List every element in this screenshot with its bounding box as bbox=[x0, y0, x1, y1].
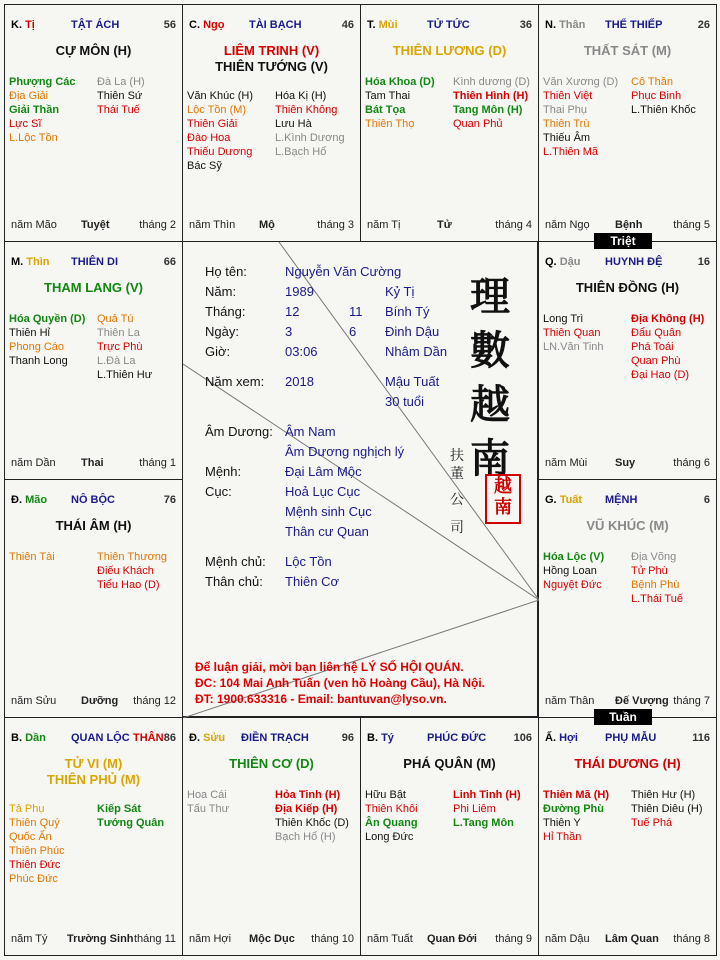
year-label: năm Mão bbox=[11, 219, 57, 231]
month-label: tháng 9 bbox=[495, 933, 532, 945]
branch-name: Mão bbox=[25, 494, 48, 506]
star-item: L.Thiên Mã bbox=[543, 146, 599, 158]
month-label: tháng 8 bbox=[673, 933, 710, 945]
palace-ty bbox=[4, 4, 183, 242]
branch-name: Tuất bbox=[559, 494, 583, 506]
star-item: Linh Tinh (H) bbox=[453, 789, 521, 801]
palace-number: 116 bbox=[692, 732, 710, 744]
branch-name: Sửu bbox=[203, 732, 226, 744]
menh-chu-value: Lộc Tồn bbox=[285, 554, 332, 569]
palace-number: 96 bbox=[341, 732, 354, 744]
branch-name: Dần bbox=[25, 732, 46, 744]
star-item: Kình dương (D) bbox=[453, 76, 530, 88]
branch-letter: T. bbox=[367, 19, 376, 31]
star-item: Thiên Trù bbox=[543, 118, 590, 130]
menh-label: Mệnh: bbox=[205, 464, 242, 479]
center-panel bbox=[182, 241, 538, 717]
thang-value: 12 bbox=[285, 304, 300, 319]
year-label: năm Dần bbox=[11, 457, 56, 469]
star-item: Thiên Sứ bbox=[97, 90, 143, 102]
palace-number: 46 bbox=[341, 19, 354, 31]
main-star: VŨ KHÚC (M) bbox=[586, 518, 669, 533]
star-item: Long Đức bbox=[365, 831, 414, 843]
month-label: tháng 6 bbox=[673, 457, 710, 469]
palace-name: THIÊN DI bbox=[71, 256, 119, 268]
main-stars bbox=[539, 756, 716, 772]
stars-left bbox=[187, 89, 253, 173]
stars-right bbox=[631, 788, 703, 830]
star-item: Đào Hoa bbox=[187, 132, 231, 144]
red-seal: 越南 bbox=[485, 474, 521, 524]
palace-name: TẬT ÁCH bbox=[71, 19, 120, 31]
star-item: Bạch Hổ (H) bbox=[275, 831, 336, 843]
than-marker: THÂN bbox=[133, 732, 164, 744]
star-item: Tấu Thư bbox=[187, 803, 230, 815]
star-item: Lực Sĩ bbox=[9, 118, 42, 130]
month-label: tháng 4 bbox=[495, 219, 532, 231]
star-item: Đẩu Quân bbox=[631, 327, 682, 339]
stars-left bbox=[543, 788, 609, 844]
nam-xem-can-chi: Mậu Tuất bbox=[385, 374, 440, 389]
star-item: Quan Phù bbox=[631, 355, 681, 367]
year-label: năm Tuất bbox=[367, 933, 413, 945]
main-star: THIÊN PHỦ (M) bbox=[46, 772, 141, 787]
palace-hoi bbox=[538, 717, 717, 956]
main-stars bbox=[5, 43, 182, 59]
stage-label: Trường Sinh bbox=[67, 933, 134, 945]
palace-number: 6 bbox=[703, 494, 710, 506]
year-label: năm Tị bbox=[367, 219, 401, 231]
star-item: Thiên Quý bbox=[9, 817, 60, 829]
ngay-label: Ngày: bbox=[205, 324, 239, 339]
branch-name: Tý bbox=[381, 732, 394, 744]
star-item: Nguyệt Đức bbox=[543, 579, 602, 591]
branch-letter: Q. bbox=[545, 256, 557, 268]
year-label: năm Thìn bbox=[189, 219, 236, 231]
cuc-relation: Mệnh sinh Cục bbox=[285, 504, 372, 519]
star-item: Thiên Khôi bbox=[365, 803, 418, 815]
star-item: Thiên Thương bbox=[97, 551, 168, 563]
palace-number: 16 bbox=[697, 256, 710, 268]
star-item: Điếu Khách bbox=[97, 565, 154, 577]
star-item: Tả Phụ bbox=[9, 803, 45, 815]
thang-label: Tháng: bbox=[205, 304, 246, 319]
main-star: THIÊN LƯƠNG (D) bbox=[392, 43, 507, 58]
star-item: Thiên Phúc bbox=[9, 845, 65, 857]
main-stars bbox=[5, 756, 182, 788]
stars-left bbox=[187, 788, 229, 816]
stage-label: Suy bbox=[615, 457, 636, 469]
ho-ten-value: Nguyễn Văn Cường bbox=[285, 264, 402, 279]
nam-value: 1989 bbox=[285, 284, 314, 299]
main-star: PHÁ QUÂN (M) bbox=[403, 756, 496, 771]
year-label: năm Mùi bbox=[545, 457, 588, 469]
star-item: Tam Thai bbox=[365, 90, 411, 102]
star-item: Quả Tú bbox=[97, 313, 134, 325]
ngay-can-chi: Đinh Dậu bbox=[385, 324, 440, 339]
nam-xem-value: 2018 bbox=[285, 374, 314, 389]
branch-name: Hợi bbox=[559, 732, 578, 744]
star-item: Thiếu Âm bbox=[543, 132, 591, 144]
am-duong-label: Âm Dương: bbox=[205, 424, 273, 439]
ngay-value: 3 bbox=[285, 324, 293, 339]
main-star: THÁI DƯƠNG (H) bbox=[574, 756, 681, 771]
branch-letter: G. bbox=[545, 494, 557, 506]
palace-tuat bbox=[538, 479, 717, 718]
star-item: Hóa Kị (H) bbox=[275, 90, 327, 102]
stars-right bbox=[453, 75, 530, 131]
star-item: Hỉ Thần bbox=[543, 831, 582, 843]
star-item: L.Thái Tuế bbox=[631, 593, 683, 605]
stars-right bbox=[97, 75, 145, 117]
than-chu-label: Thân chủ: bbox=[205, 574, 263, 589]
star-item: Đà La (H) bbox=[97, 76, 145, 88]
branch-name: Mùi bbox=[378, 19, 398, 31]
star-item: L.Thiên Hư bbox=[97, 369, 153, 381]
stars-left bbox=[9, 312, 85, 368]
star-item: Thiên Đức bbox=[9, 859, 61, 871]
main-stars bbox=[5, 280, 182, 296]
palace-name: QUAN LỘC bbox=[71, 732, 130, 744]
star-item: Hỏa Tinh (H) bbox=[275, 789, 341, 801]
star-item: Phục Binh bbox=[631, 90, 682, 102]
branch-name: Dậu bbox=[559, 256, 581, 268]
year-label: năm Dậu bbox=[545, 933, 590, 945]
footer-line-1: Để luận giải, mời bạn liên hệ LÝ SỐ HỘI QUÁN. bbox=[195, 660, 464, 674]
star-item: Cô Thần bbox=[631, 76, 673, 88]
palace-name: MỆNH bbox=[605, 494, 638, 506]
year-label: năm Ngọ bbox=[545, 219, 590, 231]
stage-label: Mộ bbox=[259, 219, 275, 231]
star-item: Tuế Phá bbox=[631, 817, 673, 829]
palace-ty2 bbox=[360, 717, 539, 956]
main-stars bbox=[539, 518, 716, 534]
star-item: Phúc Đức bbox=[9, 873, 58, 885]
star-item: Địa Võng bbox=[631, 551, 677, 563]
star-item: Thanh Long bbox=[9, 355, 68, 367]
star-item: Thiên Mã (H) bbox=[543, 789, 609, 801]
main-star: TỬ VI (M) bbox=[64, 756, 123, 771]
stars-right bbox=[97, 550, 167, 592]
stars-left bbox=[9, 75, 76, 145]
branch-name: Thân bbox=[559, 19, 586, 31]
star-item: Đại Hao (D) bbox=[631, 369, 690, 381]
star-item: Ân Quang bbox=[365, 817, 418, 829]
branch-letter: B. bbox=[11, 732, 22, 744]
stars-right bbox=[631, 550, 683, 606]
month-label: tháng 12 bbox=[133, 695, 176, 707]
star-item: Thiên Việt bbox=[543, 90, 593, 102]
stage-label: Mộc Dục bbox=[249, 933, 295, 945]
stage-label: Dưỡng bbox=[81, 695, 119, 707]
star-item: Giải Thần bbox=[9, 104, 60, 116]
month-label: tháng 2 bbox=[139, 219, 176, 231]
palace-number: 76 bbox=[163, 494, 176, 506]
footer-line-3: ĐT: 1900.633316 - Email: bantuvan@lyso.vn. bbox=[195, 692, 447, 706]
main-stars bbox=[361, 43, 538, 59]
stars-right bbox=[453, 788, 521, 830]
star-item: Thiên Y bbox=[543, 817, 581, 829]
tuan-marker: Tuần bbox=[594, 709, 652, 725]
palace-number: 56 bbox=[163, 19, 176, 31]
small-calligraphy-3: 公 bbox=[450, 492, 464, 508]
star-item: Thiên Khốc (D) bbox=[275, 817, 349, 829]
star-item: Hồng Loan bbox=[543, 565, 597, 577]
main-stars bbox=[5, 518, 182, 534]
star-item: Văn Xương (D) bbox=[543, 76, 619, 88]
branch-letter: Đ. bbox=[189, 732, 200, 744]
star-item: Thiên Quan bbox=[543, 327, 601, 339]
star-item: Địa Kiếp (H) bbox=[275, 803, 338, 815]
branch-name: Thìn bbox=[26, 256, 50, 268]
stars-left bbox=[365, 788, 418, 844]
palace-name: TÀI BẠCH bbox=[249, 19, 302, 31]
star-item: Thiên Diêu (H) bbox=[631, 803, 703, 815]
star-item: Địa Không (H) bbox=[631, 313, 705, 325]
cuc-label: Cục: bbox=[205, 484, 232, 499]
main-star: THIÊN ĐỒNG (H) bbox=[575, 280, 680, 295]
star-item: Bệnh Phù bbox=[631, 579, 680, 591]
branch-letter: N. bbox=[545, 19, 556, 31]
than-chu-value: Thiên Cơ bbox=[285, 574, 340, 589]
palace-dau bbox=[538, 241, 717, 480]
palace-dan bbox=[4, 717, 183, 956]
footer-line-2: ĐC: 104 Mai Anh Tuấn (ven hồ Hoàng Cầu), Hà Nội. bbox=[195, 676, 486, 690]
month-label: tháng 10 bbox=[311, 933, 354, 945]
star-item: Quan Phủ bbox=[453, 118, 503, 130]
main-star: THẤT SÁT (M) bbox=[583, 43, 672, 58]
ho-ten-label: Họ tên: bbox=[205, 264, 247, 279]
star-item: Hóa Lộc (V) bbox=[543, 551, 605, 563]
stage-label: Quan Đới bbox=[427, 933, 477, 945]
star-item: Thái Tuế bbox=[97, 104, 140, 116]
stars-left bbox=[543, 312, 604, 354]
branch-name: Ngọ bbox=[203, 19, 225, 31]
star-item: Quốc Ấn bbox=[9, 831, 52, 843]
branch-letter: Ấ. bbox=[545, 732, 556, 744]
star-item: LN.Văn Tinh bbox=[543, 341, 604, 353]
palace-suu bbox=[182, 717, 361, 956]
stars-left bbox=[543, 75, 618, 159]
nam-xem-label: Năm xem: bbox=[205, 374, 265, 389]
small-calligraphy-4: 司 bbox=[450, 520, 464, 536]
branch-letter: M. bbox=[11, 256, 24, 268]
branch-letter: C. bbox=[189, 19, 200, 31]
star-item: Bác Sỹ bbox=[187, 160, 222, 172]
main-stars bbox=[361, 756, 538, 772]
than-cu: Thân cư Quan bbox=[285, 524, 369, 539]
palace-name: PHỤ MẪU bbox=[605, 732, 657, 744]
star-item: Thiên Hình (H) bbox=[453, 90, 529, 102]
star-item: Hóa Quyền (D) bbox=[9, 313, 86, 325]
star-item: Thiên Hỉ bbox=[9, 327, 50, 339]
palace-thin bbox=[4, 241, 183, 480]
star-item: Thiên Tài bbox=[9, 551, 55, 563]
stars-right bbox=[97, 312, 152, 382]
star-item: Thiếu Dương bbox=[187, 146, 253, 158]
month-label: tháng 11 bbox=[133, 933, 176, 945]
thang-am: 11 bbox=[349, 304, 363, 319]
star-item: Bát Tọa bbox=[365, 104, 406, 116]
gio-value: 03:06 bbox=[285, 344, 318, 359]
stage-label: Tử bbox=[437, 219, 452, 231]
star-item: L.Thiên Khốc bbox=[631, 104, 696, 116]
star-item: Kiếp Sát bbox=[97, 803, 142, 815]
branch-letter: Đ. bbox=[11, 494, 22, 506]
stars-left bbox=[9, 802, 65, 886]
calligraphy-4: 南 bbox=[470, 435, 510, 482]
triet-marker: Triệt bbox=[594, 233, 652, 249]
star-item: Đường Phù bbox=[543, 803, 604, 815]
am-duong-value: Âm Nam bbox=[285, 424, 336, 439]
star-item: Tướng Quân bbox=[97, 817, 165, 829]
palace-name: PHÚC ĐỨC bbox=[427, 732, 487, 744]
palace-name: TỬ TỨC bbox=[427, 19, 470, 31]
main-stars bbox=[183, 756, 360, 772]
month-label: tháng 3 bbox=[317, 219, 354, 231]
calligraphy-1: 理 bbox=[470, 273, 510, 320]
main-star: THIÊN TƯỚNG (V) bbox=[215, 59, 328, 74]
star-item: L.Bạch Hổ bbox=[275, 146, 327, 158]
star-item: Long Trì bbox=[543, 313, 584, 325]
small-calligraphy-1: 扶 bbox=[450, 448, 464, 464]
main-stars bbox=[539, 43, 716, 59]
stars-right bbox=[631, 75, 696, 117]
palace-number: 106 bbox=[513, 732, 532, 744]
main-star: CỰ MÔN (H) bbox=[55, 43, 132, 58]
tuoi-value: 30 tuổi bbox=[385, 394, 425, 409]
star-item: Địa Giải bbox=[9, 90, 49, 102]
star-item: L.Lộc Tồn bbox=[9, 132, 58, 144]
star-item: Thai Phụ bbox=[543, 104, 588, 116]
nam-can-chi: Kỷ Tị bbox=[385, 284, 415, 299]
main-stars bbox=[539, 280, 716, 296]
main-star: THAM LANG (V) bbox=[44, 280, 143, 295]
palace-name: THỂ THIẾP bbox=[605, 19, 663, 31]
month-label: tháng 1 bbox=[139, 457, 176, 469]
star-item: Phong Cáo bbox=[9, 341, 65, 353]
star-item: Thiên Không bbox=[275, 104, 338, 116]
palace-number: 36 bbox=[519, 19, 532, 31]
palace-number: 26 bbox=[697, 19, 710, 31]
year-label: năm Tý bbox=[11, 933, 48, 945]
stage-label: Bệnh bbox=[615, 219, 643, 231]
palace-name: HUYNH ĐỆ bbox=[605, 256, 663, 268]
calligraphy-3: 越 bbox=[470, 381, 510, 428]
palace-than bbox=[538, 4, 717, 242]
star-item: Văn Khúc (H) bbox=[187, 90, 254, 102]
star-item: Thiên Giải bbox=[187, 118, 238, 130]
stars-left bbox=[365, 75, 435, 131]
stage-label: Thai bbox=[81, 457, 104, 469]
star-item: Thiên La bbox=[97, 327, 140, 339]
stars-right bbox=[275, 788, 349, 844]
palace-mao bbox=[4, 479, 183, 718]
palace-name: ĐIỀN TRẠCH bbox=[241, 732, 309, 744]
branch-name: Tị bbox=[25, 19, 35, 31]
branch-letter: B. bbox=[367, 732, 378, 744]
star-item: Tử Phù bbox=[631, 565, 668, 577]
year-label: năm Hợi bbox=[189, 933, 232, 945]
palace-number: 86 bbox=[163, 732, 176, 744]
ngay-am: 6 bbox=[349, 324, 357, 339]
main-star: THIÊN CƠ (D) bbox=[229, 756, 314, 771]
stars-right bbox=[97, 802, 164, 830]
gio-label: Giờ: bbox=[205, 344, 231, 359]
star-item: L.Tang Môn bbox=[453, 817, 514, 829]
stars-right bbox=[631, 312, 704, 382]
small-calligraphy-2: 董 bbox=[450, 466, 464, 482]
star-item: Trực Phù bbox=[97, 341, 143, 353]
stage-label: Đế Vượng bbox=[615, 695, 669, 707]
main-stars bbox=[183, 43, 360, 75]
star-item: Hữu Bật bbox=[365, 789, 406, 801]
stage-label: Tuyệt bbox=[81, 219, 110, 231]
star-item: L.Kình Dương bbox=[275, 132, 345, 144]
menh-chu-label: Mệnh chủ: bbox=[205, 554, 266, 569]
main-star: THÁI ÂM (H) bbox=[55, 518, 132, 533]
star-item: Thiên Hư (H) bbox=[631, 789, 696, 801]
star-item: Phi Liêm bbox=[453, 803, 496, 815]
palace-ngo bbox=[182, 4, 361, 242]
main-star: LIÊM TRINH (V) bbox=[223, 43, 320, 58]
gio-can-chi: Nhâm Dần bbox=[385, 344, 448, 359]
stage-label: Lâm Quan bbox=[605, 933, 659, 945]
star-item: Lưu Hà bbox=[275, 118, 312, 130]
palace-number: 66 bbox=[163, 256, 176, 268]
star-item: Phượng Các bbox=[9, 76, 76, 88]
nam-label: Năm: bbox=[205, 284, 237, 299]
palace-name: NÔ BỘC bbox=[71, 494, 115, 506]
star-item: Hóa Khoa (D) bbox=[365, 76, 435, 88]
stars-right bbox=[275, 89, 345, 159]
cuc-value: Hoả Lục Cục bbox=[285, 484, 361, 499]
stars-left bbox=[543, 550, 604, 592]
star-item: Phá Toái bbox=[631, 341, 674, 353]
year-label: năm Sửu bbox=[11, 695, 57, 707]
year-label: năm Thân bbox=[545, 695, 595, 707]
palace-mui bbox=[360, 4, 539, 242]
star-item: L.Đà La bbox=[97, 355, 136, 367]
star-item: Lộc Tồn (M) bbox=[187, 104, 247, 116]
star-item: Thiên Thọ bbox=[365, 118, 415, 130]
branch-letter: K. bbox=[11, 19, 22, 31]
menh-value: Đại Lâm Mộc bbox=[285, 464, 362, 479]
star-item: Tiểu Hao (D) bbox=[97, 579, 160, 591]
am-duong-ly: Âm Dương nghịch lý bbox=[285, 444, 405, 459]
stars-left bbox=[9, 550, 55, 564]
star-item: Tang Môn (H) bbox=[453, 104, 523, 116]
month-label: tháng 7 bbox=[673, 695, 710, 707]
thang-can-chi: Bính Tý bbox=[385, 304, 430, 319]
calligraphy-2: 數 bbox=[470, 327, 510, 374]
star-item: Hoa Cái bbox=[187, 789, 227, 801]
month-label: tháng 5 bbox=[673, 219, 710, 231]
